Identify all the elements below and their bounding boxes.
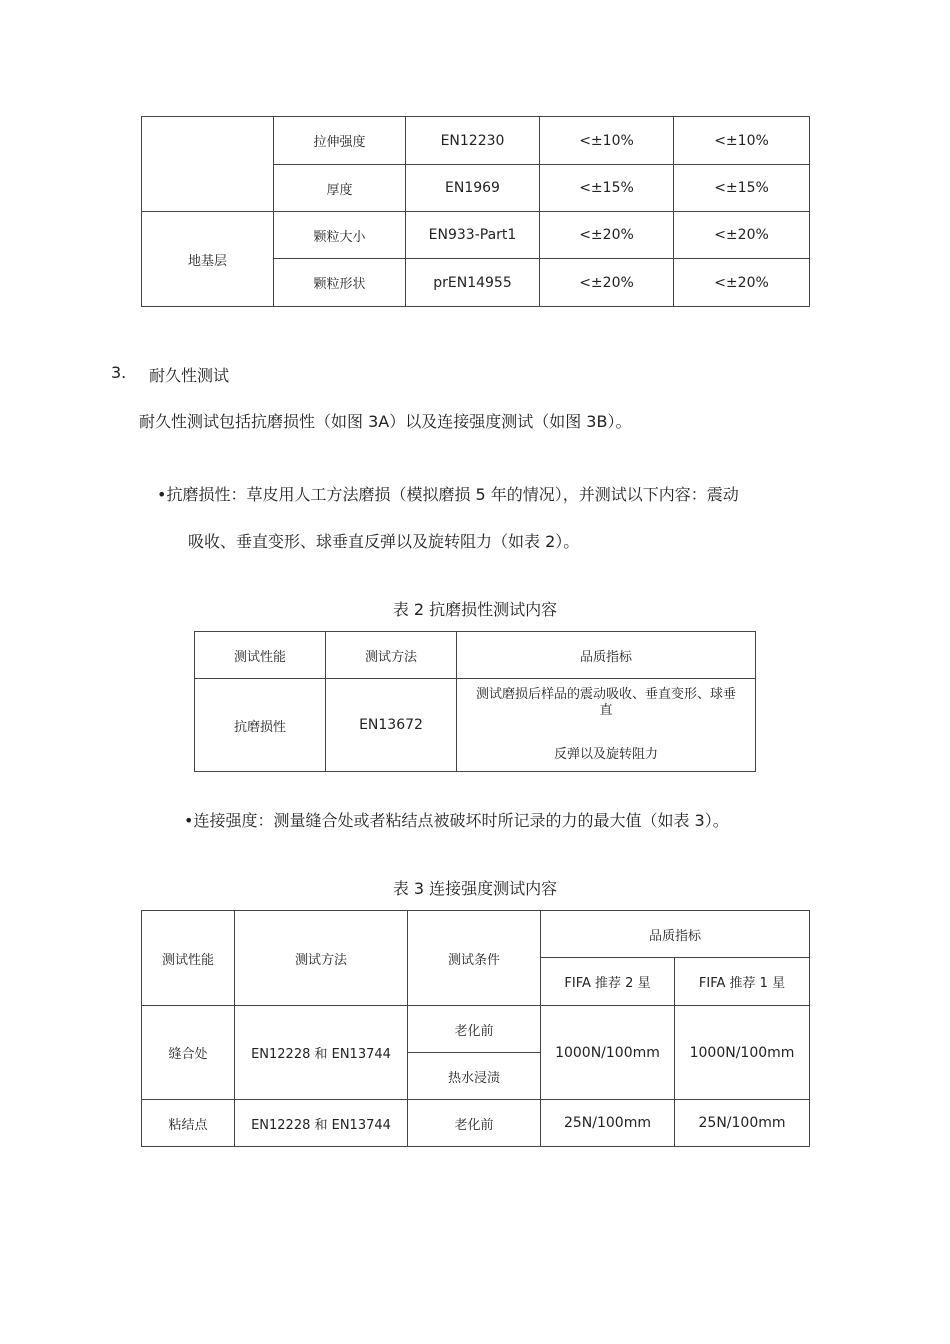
table-header-cell: 测试方法 (326, 632, 457, 679)
section-heading: 耐久性测试 (149, 366, 230, 385)
section-intro: 耐久性测试包括抗磨损性（如图 3A）以及连接强度测试（如图 3B）。 (139, 412, 632, 431)
table-header-cell: 品质指标 (541, 911, 810, 958)
table-cell-method: prEN14955 (406, 259, 540, 307)
section-number: 3. (111, 363, 127, 382)
table-cell-value: 1000N/100mm (541, 1006, 675, 1100)
table-cell-property: 缝合处 (142, 1006, 235, 1100)
bullet-connection-strength: •连接强度：测量缝合处或者粘结点被破坏时所记录的力的最大值（如表 3）。 (184, 811, 729, 830)
table-1 (141, 116, 810, 307)
table-cell-group: 地基层 (142, 212, 274, 307)
table-cell-value: 25N/100mm (675, 1100, 810, 1147)
indicator-line: 测试磨损后样品的震动吸收、垂直变形、球垂 (475, 687, 736, 702)
table-cell-indicator (457, 679, 756, 772)
table-3 (141, 910, 810, 1147)
table-cell-method: EN1969 (406, 165, 540, 212)
table-cell-property: 抗磨损性 (195, 679, 326, 772)
table-cell-value: <±20% (674, 212, 810, 259)
table-2-caption: 表 2 抗磨损性测试内容 (392, 600, 558, 619)
table-cell-condition: 热水浸渍 (408, 1053, 541, 1100)
table-cell-method: EN12228 和 EN13744 (235, 1006, 408, 1100)
table-cell-method: EN13672 (326, 679, 457, 772)
bullet-abrasion-line1: •抗磨损性：草皮用人工方法磨损（模拟磨损 5 年的情况），并测试以下内容：震动 (157, 485, 739, 504)
table-cell-value: <±15% (540, 165, 674, 212)
table-header-cell: 品质指标 (457, 632, 756, 679)
table-cell-value: 25N/100mm (541, 1100, 675, 1147)
table-cell-property: 颗粒形状 (274, 259, 406, 307)
table-cell-value: <±20% (674, 259, 810, 307)
table-header-row (195, 632, 756, 679)
table-cell-method: EN12230 (406, 117, 540, 165)
table-header-cell: 测试方法 (235, 911, 408, 1006)
table-row (142, 117, 810, 165)
table-header-cell: FIFA 推荐 2 星 (541, 958, 675, 1006)
table-header-cell: 测试性能 (142, 911, 235, 1006)
table-cell-value: <±20% (540, 212, 674, 259)
table-header-cell: 测试条件 (408, 911, 541, 1006)
table-cell-property: 厚度 (274, 165, 406, 212)
table-cell-value: <±15% (674, 165, 810, 212)
table-cell-method: EN933-Part1 (406, 212, 540, 259)
table-cell-value: 1000N/100mm (675, 1006, 810, 1100)
table-cell-value: <±10% (674, 117, 810, 165)
bullet-abrasion-line2: 吸收、垂直变形、球垂直反弹以及旋转阻力（如表 2）。 (188, 532, 580, 551)
table-row (142, 1006, 810, 1053)
table-header-row (142, 911, 810, 958)
table-row (142, 212, 810, 259)
table-cell-group (142, 117, 274, 212)
table-cell-method: EN12228 和 EN13744 (235, 1100, 408, 1147)
indicator-line: 直 (599, 703, 613, 718)
table-header-cell: FIFA 推荐 1 星 (675, 958, 810, 1006)
table-cell-condition: 老化前 (408, 1100, 541, 1147)
table-cell-condition: 老化前 (408, 1006, 541, 1053)
table-header-cell: 测试性能 (195, 632, 326, 679)
table-3-caption: 表 3 连接强度测试内容 (392, 879, 558, 898)
table-row (195, 679, 756, 772)
indicator-line: 反弹以及旋转阻力 (553, 747, 658, 762)
table-cell-property: 颗粒大小 (274, 212, 406, 259)
table-cell-property: 粘结点 (142, 1100, 235, 1147)
table-cell-value: <±10% (540, 117, 674, 165)
table-2 (194, 631, 756, 772)
table-cell-value: <±20% (540, 259, 674, 307)
table-row (142, 1100, 810, 1147)
table-cell-property: 拉伸强度 (274, 117, 406, 165)
